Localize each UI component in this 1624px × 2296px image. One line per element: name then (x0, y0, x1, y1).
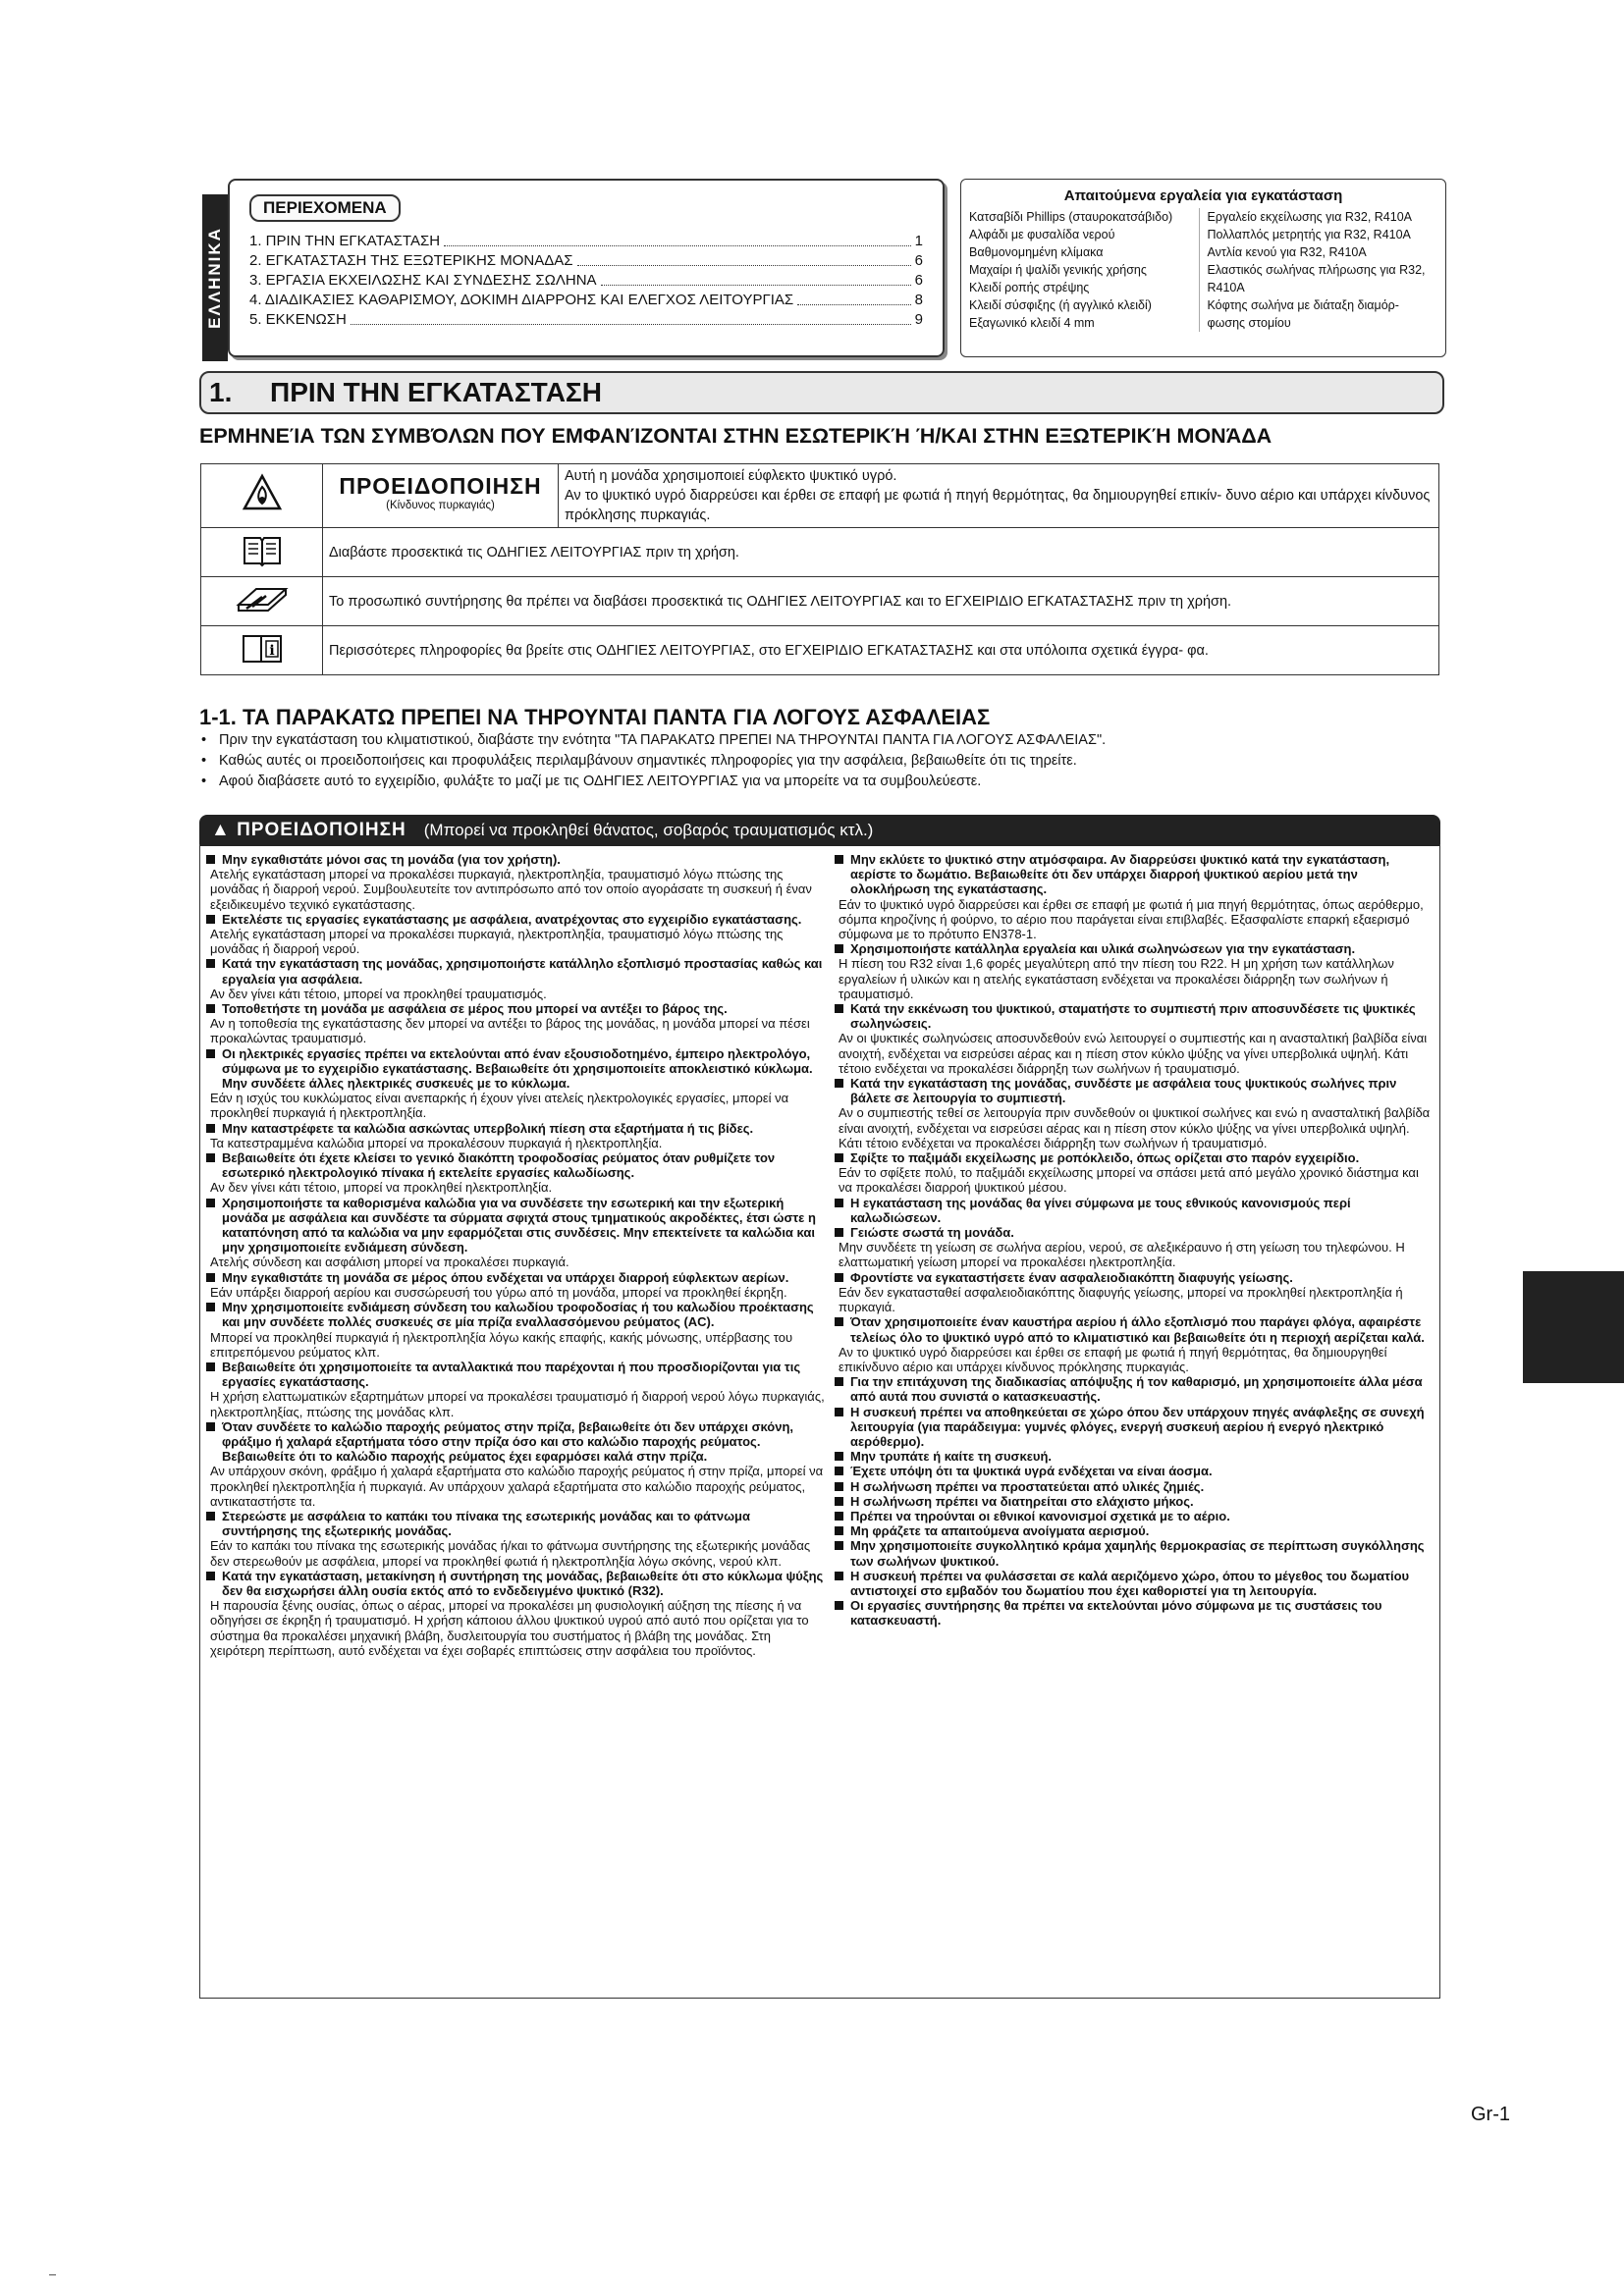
warning-item-body: Εάν η ισχύς του κυκλώματος είναι ανεπαρκής ή έχουν γίνει ατελείς ηλεκτρολογικές εργασίες, μπορεί να προκληθεί πυρκαγιά ή ηλεκτροπληξία. (210, 1091, 789, 1121)
warning-item (833, 1196, 1434, 1225)
warning-bar-title: ▲ ΠΡΟΕΙΔΟΠΟΙΗΣΗ (211, 820, 406, 840)
toc-row (249, 232, 923, 251)
warning-item-title: Κατά την εγκατάσταση της μονάδας, συνδέστε με ασφάλεια τους ψυκτικούς σωλήνες πριν βάλετε σε λειτουργία το συμπιεστή. (833, 1076, 1434, 1105)
language-tab (202, 194, 228, 361)
toc-item-page: 6 (914, 252, 923, 269)
warning-item-title: Κατά την εγκατάσταση της μονάδας, χρησιμοποιήστε κατάλληλο εξοπλισμό προστασίας καθώς και εργαλεία για ασφάλεια. (204, 956, 825, 986)
warning-item-title: Όταν συνδέετε το καλώδιο παροχής ρεύματος στην πρίζα, βεβαιωθείτε ότι δεν υπάρχει σκόνη, φράξιμο ή χαλαρά εξαρτήματα τόσο στην πρίζα όσο και στο καλώδιο παροχής ρεύματος. Βεβαιωθείτε ότι το καλώδιο παροχής ρεύματος έχει εφαρμόσει καλά στην πρίζα. (204, 1419, 825, 1465)
warning-item-title: Στερεώστε με ασφάλεια το καπάκι του πίνακα της εσωτερικής μονάδας και το φάτνωμα συντήρησης της εξωτερικής μονάδας. (204, 1509, 825, 1538)
warning-item (833, 1374, 1434, 1404)
warning-item-title: Βεβαιωθείτε ότι χρησιμοποιείτε τα ανταλλακτικά που παρέχονται ή που προσδιορίζονται για τις εργασίες εγκατάστασης. (204, 1360, 825, 1389)
warning-item-title: Μην τρυπάτε ή καίτε τη συσκευή. (833, 1449, 1434, 1464)
warning-item-title: Σφίξτε το παξιμάδι εκχείλωσης με ροπόκλειδο, όπως ορίζεται στο παρόν εγχειρίδιο. (833, 1150, 1434, 1165)
warning-item-body: Εάν το σφίξετε πολύ, το παξιμάδι εκχείλωσης μπορεί να σπάσει μετά από μεγάλο χρονικό διάστημα και να προκαλέσει διαρροή ψυκτικού μέσου. (839, 1165, 1419, 1196)
warning-label: ΠΡΟΕΙΔΟΠΟΙΗΣΗ (339, 473, 542, 499)
table-of-contents (228, 179, 945, 357)
toc-item-page: 8 (914, 292, 923, 308)
tool-item: Κλειδί σύσφιξης (ή αγγλικό κλειδί) (969, 298, 1152, 312)
toc-item-page: 9 (914, 311, 923, 328)
safety-bullets (199, 730, 1436, 792)
warning-item (833, 1150, 1434, 1196)
warning-item-title: Γειώστε σωστά τη μονάδα. (833, 1225, 1434, 1240)
safety-bullet: • Αφού διαβάσετε αυτό το εγχειρίδιο, φυλάξτε το μαζί με τις ΟΔΗΓΙΕΣ ΛΕΙΤΟΥΡΓΙΑΣ για να μπορείτε να τα συμβουλεύεστε. (199, 772, 1436, 792)
toc-row (249, 291, 923, 310)
warning-item-body: Αν το ψυκτικό υγρό διαρρεύσει και έρθει σε επαφή με φωτιά ή πηγή θερμότητας, θα δημιουργηθεί επικίνδυνο αέριο και υπάρχει κίνδυνος πρόκλησης πυρκαγιάς. (839, 1344, 1387, 1374)
warning-item (833, 1270, 1434, 1315)
warning-item-body: Ατελής εγκατάσταση μπορεί να προκαλέσει πυρκαγιά, ηλεκτροπληξία, τραυματισμό λόγω πτώσης της μονάδας ή διαρροή νερού. Συμβουλευτείτε τον αντιπρόσωπο από τον οποίο αγοράσατε τη συσκευή ή έναν εξειδικευμένο τεχνικό εγκατάστασης. (210, 867, 812, 912)
warning-item-title: Η συσκευή πρέπει να αποθηκεύεται σε χώρο όπου δεν υπάρχουν πηγές ανάφλεξης σε συνεχή λειτουργία (για παράδειγμα: γυμνές φλόγες, ενεργή συσκευή αερίου ή ενεργό ηλεκτρικό αερόθερμο). (833, 1405, 1434, 1450)
toc-item-label: 3. ΕΡΓΑΣΙΑ ΕΚΧΕΙΛΩΣΗΣ ΚΑΙ ΣΥΝΔΕΣΗΣ ΣΩΛΗΝΑ (249, 272, 597, 289)
warning-item (833, 1225, 1434, 1270)
flammable-text: Αυτή η μονάδα χρησιμοποιεί εύφλεκτο ψυκτικό υγρό. Αν το ψυκτικό υγρό διαρρεύσει και έρθει σε επαφή με φωτιά ή πηγή θερμότητας, θα δημιουργηθεί επικίν- δυνο αέριο και υπάρχει κίνδυνος πρόκλησης πυρκαγιάς. (559, 464, 1439, 528)
section-number: 1. (209, 377, 233, 407)
service-text: Το προσωπικό συντήρησης θα πρέπει να διαβάσει προσεκτικά τις ΟΔΗΓΙΕΣ ΛΕΙΤΟΥΡΓΙΑΣ και το ΕΓΧΕΙΡΙΔΙΟ ΕΓΚΑΤΑΣΤΑΣΗΣ πριν τη χρήση. (323, 577, 1439, 626)
symbols-title: ΕΡΜΗΝΕΊΑ ΤΩΝ ΣΥΜΒΌΛΩΝ ΠΟΥ ΕΜΦΑΝΊΖΟΝΤΑΙ ΣΤΗΝ ΕΣΩΤΕΡΙΚΉ Ή/ΚΑΙ ΣΤΗΝ ΕΞΩΤΕΡΙΚΉ ΜΟΝΆΔΑ (199, 424, 1272, 448)
warning-item (204, 956, 825, 1001)
warning-sublabel: (Κίνδυνος πυρκαγιάς) (386, 500, 495, 511)
toc-item-page: 1 (914, 233, 923, 249)
warning-item-title: Μην εγκαθιστάτε τη μονάδα σε μέρος όπου ενδέχεται να υπάρχει διαρροή εύφλεκτων αερίων. (204, 1270, 825, 1285)
toc-dots (797, 291, 910, 305)
toc-row (249, 310, 923, 330)
tool-item: Βαθμονομημένη κλίμακα (969, 245, 1104, 259)
info-manual-icon (201, 626, 323, 675)
warning-item (833, 1509, 1434, 1523)
warning-item-title: Χρησιμοποιήστε κατάλληλα εργαλεία και υλικά σωληνώσεων για την εγκατάσταση. (833, 941, 1434, 956)
warning-item-title: Μην χρησιμοποιείτε συγκολλητικό κράμα χαμηλής θερμοκρασίας σε περίπτωση συγκόλλησης των σωλήνων ψυκτικού. (833, 1538, 1434, 1568)
warning-item-title: Όταν χρησιμοποιείτε έναν καυστήρα αερίου ή άλλο εξοπλισμό που παράγει φλόγα, αφαιρέστε τελείως όλο το ψυκτικό υγρό από το κλιματιστικό και βεβαιωθείτε ότι η περιοχή αερίζεται καλά. (833, 1314, 1434, 1344)
language-label: ΕΛΛΗΝΙΚΑ (205, 227, 225, 329)
warning-item-body: Ατελής σύνδεση και ασφάλιση μπορεί να προκαλέσει πυρκαγιά. (210, 1255, 569, 1270)
warning-item (833, 941, 1434, 1001)
toc-list (249, 232, 923, 330)
tools-box (960, 179, 1446, 357)
safety-bullet: • Πριν την εγκατάσταση του κλιματιστικού, διαβάστε την ενότητα "ΤΑ ΠΑΡΑΚΑΤΩ ΠΡΕΠΕΙ ΝΑ ΤΗΡΟΥΝΤΑΙ ΠΑΝΤΑ ΓΙΑ ΛΟΓΟΥΣ ΑΣΦΑΛΕΙΑΣ". (199, 730, 1436, 751)
warning-item (833, 1598, 1434, 1628)
warning-item (833, 1001, 1434, 1076)
page-number: Gr-1 (1471, 2104, 1510, 2125)
svg-text:i: i (268, 642, 275, 659)
section-marker-tab (1523, 1271, 1624, 1383)
warning-item (833, 1314, 1434, 1374)
warning-item-title: Έχετε υπόψη ότι τα ψυκτικά υγρά ενδέχεται να είναι άοσμα. (833, 1464, 1434, 1478)
warning-item-body: Η πίεση του R32 είναι 1,6 φορές μεγαλύτερη από την πίεση του R22. Η μη χρήση των κατάλληλων εργαλείων ή υλικών και η ατελής εγκατάσταση ενδέχεται να προκαλέσει διάρρηξη των σωλήνων ή τραυματισμό. (839, 956, 1394, 1001)
warning-bar (199, 815, 1440, 846)
warning-item-body: Αν οι ψυκτικές σωληνώσεις αποσυνδεθούν ενώ λειτουργεί ο συμπιεστής και η ανασταλτική βαλβίδα είναι ανοιχτή, ενδέχεται να εισρεύσει αέρας και η πίεση στον κύκλο ψύξης να γίνει υπερβολικά υψηλή. Κάτι τέτοιο ενδέχεται να προκαλέσει διάρρηξη των σωλήνων ή τραυματισμό. (839, 1031, 1428, 1076)
warnings-left-column (204, 852, 825, 1991)
tools-list-left (969, 208, 1200, 332)
warning-item (204, 1419, 825, 1509)
warning-item-title: Εκτελέστε τις εργασίες εγκατάστασης με ασφάλεια, ανατρέχοντας στο εγχειρίδιο εγκατάστασης. (204, 912, 825, 927)
warning-item (204, 1300, 825, 1360)
tool-item: Πολλαπλός μετρητής για R32, R410A (1207, 228, 1411, 241)
tool-item: Κόφτης σωλήνα με διάταξη διαμόρ- (1207, 298, 1399, 312)
tools-list-right (1208, 208, 1438, 332)
warning-item (204, 1001, 825, 1046)
warning-item-title: Οι ηλεκτρικές εργασίες πρέπει να εκτελούνται από έναν εξουσιοδοτημένο, έμπειρο ηλεκτρολόγο, σύμφωνα με το εγχειρίδιο εγκατάστασης. Βεβαιωθείτε ότι χρησιμοποιείτε αποκλειστικό κύκλωμα. Μην συνδέετε άλλες ηλεκτρικές συσκευές με το κύκλωμα. (204, 1046, 825, 1092)
warning-item (204, 1360, 825, 1419)
warning-bar-subtitle: (Μπορεί να προκληθεί θάνατος, σοβαρός τραυματισμός κτλ.) (423, 821, 874, 839)
warning-item (833, 1464, 1434, 1478)
warning-item-body: Εάν υπάρξει διαρροή αερίου και συσσώρευσή του γύρω από τη μονάδα, μπορεί να προκληθεί έκρηξη. (210, 1284, 787, 1300)
warning-item (204, 1150, 825, 1196)
toc-title: ΠΕΡΙΕΧΟΜΕΝΑ (249, 194, 401, 222)
section-title: ΠΡΙΝ ΤΗΝ ΕΓΚΑΤΑΣΤΑΣΗ (270, 377, 602, 407)
toc-dots (444, 232, 911, 246)
warning-item (833, 1494, 1434, 1509)
warning-item (204, 1196, 825, 1270)
warning-item-body: Αν ο συμπιεστής τεθεί σε λειτουργία πριν συνδεθούν οι ψυκτικοί σωλήνες και ενώ η ανασταλτική βαλβίδα είναι ανοιχτή, ενδέχεται να εισρεύσει αέρας και η πίεση στον κύκλο ψύξης να γίνει υπερβολικά υψηλή. Κάτι τέτοιο ενδέχεται να προκαλέσει διάρρηξη των σωλήνων ή τραυματισμό. (839, 1105, 1431, 1150)
warning-item-body: Εάν δεν εγκατασταθεί ασφαλειοδιακόπτης διαφυγής γείωσης, μπορεί να προκληθεί ηλεκτροπληξία ή πυρκαγιά. (839, 1284, 1403, 1315)
warning-item-body: Εάν το ψυκτικό υγρό διαρρεύσει και έρθει σε επαφή με φωτιά ή μια πηγή θερμότητας, όπως αερόθερμο, σόμπα κηροζίνης ή φούρνο, το αέριο που παράγεται είναι επιβλαβές. Εξασφαλίστε επαρκή εξαερισμό σύμφωνα με το πρότυπο EN378-1. (839, 896, 1424, 942)
warning-item-title: Πρέπει να τηρούνται οι εθνικοί κανονισμοί σχετικά με το αέριο. (833, 1509, 1434, 1523)
symbols-row-info (201, 626, 1439, 675)
tool-item: Αντλία κενού για R32, R410A (1207, 245, 1367, 259)
warning-item-body: Ατελής εγκατάσταση μπορεί να προκαλέσει πυρκαγιά, ηλεκτροπληξία, τραυματισμό λόγω πτώσης της μονάδας ή διαρροή νερού. (210, 927, 784, 957)
safety-title: 1-1. ΤΑ ΠΑΡΑΚΑΤΩ ΠΡΕΠΕΙ ΝΑ ΤΗΡΟΥΝΤΑΙ ΠΑΝΤΑ ΓΙΑ ΛΟΓΟΥΣ ΑΣΦΑΛΕΙΑΣ (199, 705, 991, 729)
toc-row (249, 271, 923, 291)
info-text: Περισσότερες πληροφορίες θα βρείτε στις ΟΔΗΓΙΕΣ ΛΕΙΤΟΥΡΓΙΑΣ, στο ΕΓΧΕΙΡΙΔΙΟ ΕΓΚΑΤΑΣΤΑΣΗΣ και στα υπόλοιπα σχετικά έγγρα- φα. (323, 626, 1439, 675)
tool-item: φωσης στομίου (1207, 316, 1291, 330)
toc-row (249, 251, 923, 271)
toc-dots (351, 310, 911, 325)
warning-item-body: Εάν το καπάκι του πίνακα της εσωτερικής μονάδας ή/και το φάτνωμα συντήρησης της εξωτερικής μονάδας δεν στερεωθούν με ασφάλεια, μπορεί να προκληθεί φωτιά ή ηλεκτροπληξία λόγω σκόνης, νερού κλπ. (210, 1538, 811, 1569)
toc-item-page: 6 (914, 272, 923, 289)
warning-item-body: Η χρήση ελαττωματικών εξαρτημάτων μπορεί να προκαλέσει τραυματισμό ή διαρροή νερού λόγω πυρκαγιάς, ηλεκτροπληξίας, πτώσης της μονάδας κλπ. (210, 1389, 825, 1419)
warning-item-title: Η συσκευή πρέπει να φυλάσσεται σε καλά αεριζόμενο χώρο, όπου το μέγεθος του δωματίου αντιστοιχεί στο εμβαδόν του δωματίου που έχει καθοριστεί για τη λειτουργία. (833, 1569, 1434, 1598)
tool-item: Εξαγωνικό κλειδί 4 mm (969, 316, 1095, 330)
warning-item-title: Τοποθετήστε τη μονάδα με ασφάλεια σε μέρος που μπορεί να αντέξει το βάρος της. (204, 1001, 825, 1016)
tool-item: Ελαστικός σωλήνας πλήρωσης για R32, R410A (1207, 263, 1426, 294)
warning-item-title: Φροντίστε να εγκαταστήσετε έναν ασφαλειοδιακόπτη διαφυγής γείωσης. (833, 1270, 1434, 1285)
footer-mark (49, 2274, 56, 2275)
warning-item (833, 1076, 1434, 1150)
warning-item (833, 1538, 1434, 1568)
manual-text: Διαβάστε προσεκτικά τις ΟΔΗΓΙΕΣ ΛΕΙΤΟΥΡΓΙΑΣ πριν τη χρήση. (323, 528, 1439, 577)
tool-item: Μαχαίρι ή ψαλίδι γενικής χρήσης (969, 263, 1147, 277)
warning-item (833, 1449, 1434, 1464)
warning-item-title: Η σωλήνωση πρέπει να διατηρείται στο ελάχιστο μήκος. (833, 1494, 1434, 1509)
warning-item-title: Κατά την εγκατάσταση, μετακίνηση ή συντήρηση της μονάδας, βεβαιωθείτε ότι στο κύκλωμα ψύξης δεν θα εισχωρήσει άλλη ουσία εκτός από το ενδεδειγμένο ψυκτικό (R32). (204, 1569, 825, 1598)
warning-item-body: Αν δεν γίνει κάτι τέτοιο, μπορεί να προκληθεί ηλεκτροπληξία. (210, 1180, 553, 1196)
symbols-row-manual (201, 528, 1439, 577)
symbols-row-service (201, 577, 1439, 626)
toc-dots (577, 251, 911, 266)
section-header (199, 371, 1444, 414)
warning-item-title: Βεβαιωθείτε ότι έχετε κλείσει το γενικό διακόπτη τροφοδοσίας ρεύματος όταν ρυθμίζετε τον εσωτερικό ηλεκτρολογικό πίνακα ή εκτελείτε εργασίες καλωδίωσης. (204, 1150, 825, 1180)
warning-item (204, 912, 825, 957)
warning-label-cell (323, 464, 559, 528)
tool-item: Αλφάδι με φυσαλίδα νερού (969, 228, 1115, 241)
warning-item (204, 1121, 825, 1150)
warning-item (204, 1509, 825, 1569)
warning-item-body: Μην συνδέετε τη γείωση σε σωλήνα αερίου, νερού, σε αλεξικέραυνο ή στη γείωση του τηλεφώνου. Η ελαττωματική γείωση μπορεί να προκαλέσει ηλεκτροπληξία. (839, 1240, 1405, 1270)
warning-item-body: Αν η τοποθεσία της εγκατάστασης δεν μπορεί να αντέξει το βάρος της μονάδας, η μονάδα μπορεί να πέσει προκαλώντας τραυματισμό. (210, 1016, 810, 1046)
symbols-table (200, 463, 1439, 675)
symbols-row-flammable (201, 464, 1439, 528)
warning-item-title: Μην εκλύετε το ψυκτικό στην ατμόσφαιρα. Αν διαρρεύσει ψυκτικό κατά την εγκατάσταση, αερίστε το δωμάτιο. Βεβαιωθείτε ότι δεν υπάρχει διαρροή ψυκτικού αερίου μετά την ολοκλήρωση της εγκατάστασης. (833, 852, 1434, 897)
service-manual-icon (201, 577, 323, 626)
warning-item (204, 852, 825, 912)
toc-item-label: 5. ΕΚΚΕΝΩΣΗ (249, 311, 347, 328)
warning-item-body: Η παρουσία ξένης ουσίας, όπως ο αέρας, μπορεί να προκαλέσει μη φυσιολογική αύξηση της πίεσης ή να οδηγήσει σε έκρηξη ή τραυματισμό. Η χρήση κάποιου άλλου ψυκτικού υγρού από αυτό που ορίζεται για το σύστημα θα προκαλέσει μηχανική βλάβη, δυσλειτουργία του συστήματος ή βλάβη της μονάδας. Στη χειρότερη περίπτωση, αυτό ενδέχεται να έχει σοβαρές επιπτώσεις στην ασφάλεια του προϊόντος. (210, 1598, 809, 1658)
warning-item (204, 1569, 825, 1658)
warnings-right-column (833, 852, 1434, 1991)
manual-book-icon (201, 528, 323, 577)
warning-item-body: Τα κατεστραμμένα καλώδια μπορεί να προκαλέσουν πυρκαγιά ή ηλεκτροπληξία. (210, 1135, 663, 1150)
warning-item-body: Μπορεί να προκληθεί πυρκαγιά ή ηλεκτροπληξία λόγω κακής επαφής, κακής μόνωσης, υπέρβασης του επιτρεπόμενου ρεύματος κλπ. (210, 1329, 793, 1360)
warning-item-title: Οι εργασίες συντήρησης θα πρέπει να εκτελούνται μόνο σύμφωνα με τις συστάσεις του κατασκευαστή. (833, 1598, 1434, 1628)
toc-item-label: 2. ΕΓΚΑΤΑΣΤΑΣΗ ΤΗΣ ΕΞΩΤΕΡΙΚΗΣ ΜΟΝΑΔΑΣ (249, 252, 573, 269)
warning-item (833, 1523, 1434, 1538)
warning-item-title: Μην καταστρέφετε τα καλώδια ασκώντας υπερβολική πίεση στα εξαρτήματα ή τις βίδες. (204, 1121, 825, 1136)
tool-item: Κατσαβίδι Phillips (σταυροκατσάβιδο) (969, 210, 1173, 224)
warning-item (833, 1479, 1434, 1494)
warning-item-title: Κατά την εκκένωση του ψυκτικού, σταματήστε το συμπιεστή πριν αποσυνδέσετε τις ψυκτικές σωληνώσεις. (833, 1001, 1434, 1031)
warning-item-title: Μην εγκαθιστάτε μόνοι σας τη μονάδα (για τον χρήστη). (204, 852, 825, 867)
toc-item-label: 1. ΠΡΙΝ ΤΗΝ ΕΓΚΑΤΑΣΤΑΣΗ (249, 233, 441, 249)
toc-item-label: 4. ΔΙΑΔΙΚΑΣΙΕΣ ΚΑΘΑΡΙΣΜΟΥ, ΔΟΚΙΜΗ ΔΙΑΡΡΟΗΣ ΚΑΙ ΕΛΕΓΧΟΣ ΛΕΙΤΟΥΡΓΙΑΣ (249, 292, 794, 308)
warning-item-body: Αν δεν γίνει κάτι τέτοιο, μπορεί να προκληθεί τραυματισμός. (210, 986, 547, 1001)
warning-item-title: Για την επιτάχυνση της διαδικασίας απόψυξης ή τον καθαρισμό, μη χρησιμοποιείτε άλλα μέσα από αυτά που συνιστά ο κατασκευαστής. (833, 1374, 1434, 1404)
toc-dots (601, 271, 911, 286)
warning-item-body: Αν υπάρχουν σκόνη, φράξιμο ή χαλαρά εξαρτήματα στο καλώδιο παροχής ρεύματος ή στην πρίζα, μπορεί να προκληθεί ηλεκτροπληξία ή πυρκαγιά. Αν υπάρχουν χαλαρά εξαρτήματα στο καλώδιο παροχής ρεύματος, αντικαταστήστε τα. (210, 1464, 824, 1509)
warning-item-title: Η σωλήνωση πρέπει να προστατεύεται από υλικές ζημιές. (833, 1479, 1434, 1494)
warning-item-title: Η εγκατάσταση της μονάδας θα γίνει σύμφωνα με τους εθνικούς κανονισμούς περί καλωδιώσεων. (833, 1196, 1434, 1225)
warning-item-title: Μην χρησιμοποιείτε ενδιάμεση σύνδεση του καλωδίου τροφοδοσίας ή του καλωδίου προέκτασης και μην συνδέετε πολλές συσκευές σε μία πρίζα εναλλασσόμενου ρεύματος (AC). (204, 1300, 825, 1329)
warning-item (204, 1270, 825, 1300)
tool-item: Κλειδί ροπής στρέψης (969, 281, 1090, 294)
warning-item (204, 1046, 825, 1121)
tool-item: Εργαλείο εκχείλωσης για R32, R410A (1207, 210, 1412, 224)
safety-bullet: • Καθώς αυτές οι προειδοποιήσεις και προφυλάξεις περιλαμβάνουν σημαντικές πληροφορίες για την ασφάλεια, βεβαιωθείτε ότι τις τηρείτε. (199, 751, 1436, 772)
tools-title: Απαιτούμενα εργαλεία για εγκατάσταση (1063, 187, 1343, 204)
flame-warning-icon (201, 464, 323, 528)
warning-item (833, 1569, 1434, 1598)
warning-item (833, 852, 1434, 941)
warning-item-title: Χρησιμοποιήστε τα καθορισμένα καλώδια για να συνδέσετε την εσωτερική και την εξωτερική μονάδα με ασφάλεια και συνδέστε τα σύρματα σφιχτά στους τμηματικούς ακροδέκτες, έτσι ώστε η καταπόνηση από τα καλώδια να μην εφαρμόζεται στις συνδέσεις. Μην επεκτείνετε τα καλώδια και μην χρησιμοποιείτε ενδιάμεση σύνδεση. (204, 1196, 825, 1255)
warning-item-title: Μη φράζετε τα απαιτούμενα ανοίγματα αερισμού. (833, 1523, 1434, 1538)
warning-item (833, 1405, 1434, 1450)
